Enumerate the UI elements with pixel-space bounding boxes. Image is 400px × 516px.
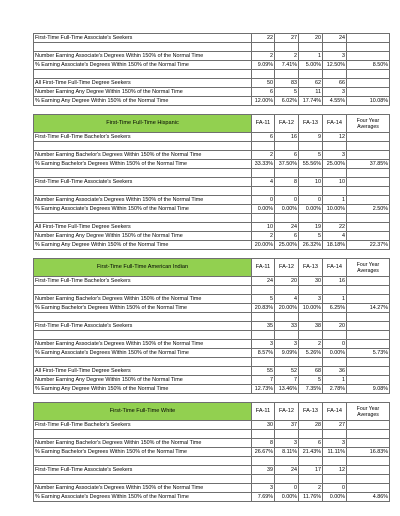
cell-fa11: 55 <box>252 367 275 376</box>
table-row <box>34 493 390 502</box>
row-label: Number Earning Bachelor's Degrees Within 150% of the Normal Time <box>34 295 252 304</box>
cell-fa13: 10 <box>299 178 323 187</box>
cell-average: 9.08% <box>347 385 390 394</box>
cell-fa14: 11.11% <box>323 448 347 457</box>
cell-fa14: 12.50% <box>323 61 347 70</box>
cell-fa14: 25.00% <box>323 160 347 169</box>
column-header-fa14: FA-14 <box>323 115 347 133</box>
table-row <box>34 232 390 241</box>
spacer-row <box>34 394 390 403</box>
cell-fa11: 6 <box>252 88 275 97</box>
row-label: % Earning Associate's Degrees Within 150% of the Normal Time <box>34 493 252 502</box>
cell-fa11: 30 <box>252 421 275 430</box>
cell-fa12: 37.50% <box>275 160 299 169</box>
cell-average: 22.37% <box>347 241 390 250</box>
row-label: Number Earning Any Degree Within 150% of the Normal Time <box>34 88 252 97</box>
table-row <box>34 448 390 457</box>
cell-fa13: 3 <box>299 295 323 304</box>
cell-average: 2.50% <box>347 205 390 214</box>
column-header-average: Four Year Averages <box>347 259 390 277</box>
column-header-fa13: FA-13 <box>299 115 323 133</box>
table-row <box>34 466 390 475</box>
cell-average: 37.85% <box>347 160 390 169</box>
cell-fa14: 3 <box>323 88 347 97</box>
cell-average <box>347 223 390 232</box>
row-label: First-Time Full-Time Associate's Seekers <box>34 322 252 331</box>
cell-fa11: 7.69% <box>252 493 275 502</box>
cell-fa12: 0.00% <box>275 205 299 214</box>
cell-fa14: 2.78% <box>323 385 347 394</box>
spacer-row <box>34 142 390 151</box>
cell-average <box>347 421 390 430</box>
table-row <box>34 277 390 286</box>
cell-fa11: 8.57% <box>252 349 275 358</box>
section-header-american-indian <box>34 259 390 277</box>
cell-fa13: 19 <box>299 223 323 232</box>
cell-fa13: 11.76% <box>299 493 323 502</box>
cell-fa11: 33.33% <box>252 160 275 169</box>
cell-average <box>347 466 390 475</box>
column-header-fa14: FA-14 <box>323 403 347 421</box>
table-row <box>34 439 390 448</box>
row-label: First-Time Full-Time Associate's Seekers <box>34 34 252 43</box>
cell-fa13: 17.74% <box>299 97 323 106</box>
row-label: % Earning Bachelor's Degrees Within 150% of the Normal Time <box>34 160 252 169</box>
cell-fa12: 6.02% <box>275 97 299 106</box>
cell-fa13: 0.00% <box>299 205 323 214</box>
column-header-fa12: FA-12 <box>275 115 299 133</box>
cell-fa14: 18.18% <box>323 241 347 250</box>
cell-fa12: 7.41% <box>275 61 299 70</box>
cell-fa12: 16 <box>275 133 299 142</box>
cell-fa13: 5.00% <box>299 61 323 70</box>
cell-fa11: 35 <box>252 322 275 331</box>
cell-fa13: 26.32% <box>299 241 323 250</box>
table-row <box>34 367 390 376</box>
cell-fa11: 39 <box>252 466 275 475</box>
cell-average <box>347 178 390 187</box>
row-label: First-Time Full-Time Bachelor's Seekers <box>34 277 252 286</box>
cell-fa13: 7.35% <box>299 385 323 394</box>
table-row <box>34 52 390 61</box>
cell-fa14: 22 <box>323 223 347 232</box>
spacer-row <box>34 313 390 322</box>
cell-fa14: 3 <box>323 52 347 61</box>
cell-fa11: 22 <box>252 34 275 43</box>
table-row <box>34 484 390 493</box>
cell-fa12: 37 <box>275 421 299 430</box>
cell-fa14: 12 <box>323 466 347 475</box>
table-row <box>34 421 390 430</box>
cell-average <box>347 196 390 205</box>
table-row <box>34 322 390 331</box>
section-header-white <box>34 403 390 421</box>
table-row <box>34 178 390 187</box>
table-row <box>34 304 390 313</box>
cell-fa13: 20 <box>299 34 323 43</box>
cell-fa14: 1 <box>323 376 347 385</box>
cell-average <box>347 88 390 97</box>
cell-fa11: 4 <box>252 178 275 187</box>
cell-fa13: 55.56% <box>299 160 323 169</box>
cell-fa14: 1 <box>323 196 347 205</box>
row-label: % Earning Bachelor's Degrees Within 150% of the Normal Time <box>34 304 252 313</box>
cell-fa11: 6 <box>252 133 275 142</box>
cell-average <box>347 439 390 448</box>
cell-fa13: 2 <box>299 340 323 349</box>
cell-fa12: 27 <box>275 34 299 43</box>
cell-fa13: 6 <box>299 439 323 448</box>
cell-fa14: 6.25% <box>323 304 347 313</box>
spacer-row <box>34 331 390 340</box>
spacer-row <box>34 70 390 79</box>
row-label: % Earning Any Degree Within 150% of the Normal Time <box>34 97 252 106</box>
row-label: Number Earning Any Degree Within 150% of the Normal Time <box>34 232 252 241</box>
spacer-row <box>34 475 390 484</box>
cell-average: 8.50% <box>347 61 390 70</box>
cell-average: 4.86% <box>347 493 390 502</box>
table-row <box>34 88 390 97</box>
table-row <box>34 79 390 88</box>
cell-fa11: 2 <box>252 52 275 61</box>
table-row <box>34 349 390 358</box>
cell-fa14: 27 <box>323 421 347 430</box>
row-label: Number Earning Associate's Degrees Within 150% of the Normal Time <box>34 52 252 61</box>
cell-fa12: 4 <box>275 295 299 304</box>
cell-fa14: 0.00% <box>323 493 347 502</box>
cell-average: 16.83% <box>347 448 390 457</box>
column-header-average: Four Year Averages <box>347 403 390 421</box>
table-row <box>34 376 390 385</box>
cell-fa13: 2 <box>299 484 323 493</box>
column-header-fa11: FA-11 <box>252 259 275 277</box>
cell-fa12: 52 <box>275 367 299 376</box>
cell-fa11: 50 <box>252 79 275 88</box>
cell-fa13: 0 <box>299 196 323 205</box>
cell-fa11: 12.00% <box>252 97 275 106</box>
column-header-fa12: FA-12 <box>275 403 299 421</box>
cell-fa12: 33 <box>275 322 299 331</box>
column-header-fa11: FA-11 <box>252 115 275 133</box>
cell-fa12: 24 <box>275 223 299 232</box>
cell-fa13: 28 <box>299 421 323 430</box>
table-row <box>34 61 390 70</box>
cell-fa12: 8 <box>275 178 299 187</box>
cell-average <box>347 79 390 88</box>
cell-fa13: 5.26% <box>299 349 323 358</box>
cell-fa12: 8.11% <box>275 448 299 457</box>
row-label: % Earning Bachelor's Degrees Within 150% of the Normal Time <box>34 448 252 457</box>
cell-average: 10.08% <box>347 97 390 106</box>
cell-fa11: 12.73% <box>252 385 275 394</box>
cell-fa13: 68 <box>299 367 323 376</box>
row-label: Number Earning Bachelor's Degrees Within 150% of the Normal Time <box>34 439 252 448</box>
cell-fa12: 0 <box>275 484 299 493</box>
cell-fa12: 13.46% <box>275 385 299 394</box>
cell-fa14: 36 <box>323 367 347 376</box>
cell-fa12: 9.09% <box>275 349 299 358</box>
row-label: Number Earning Associate's Degrees Within 150% of the Normal Time <box>34 196 252 205</box>
cell-average <box>347 34 390 43</box>
cell-fa11: 3 <box>252 484 275 493</box>
cell-fa14: 0 <box>323 340 347 349</box>
cell-fa13: 62 <box>299 79 323 88</box>
cell-fa12: 5 <box>275 88 299 97</box>
cell-fa12: 3 <box>275 340 299 349</box>
row-label: % Earning Associate's Degrees Within 150% of the Normal Time <box>34 61 252 70</box>
cell-fa11: 20.00% <box>252 241 275 250</box>
cell-average <box>347 133 390 142</box>
column-header-fa13: FA-13 <box>299 403 323 421</box>
spacer-row <box>34 169 390 178</box>
cell-fa13: 17 <box>299 466 323 475</box>
section-title: First-Time Full-Time American Indian <box>34 259 252 277</box>
row-label: First-Time Full-Time Associate's Seekers <box>34 178 252 187</box>
cell-fa14: 10 <box>323 178 347 187</box>
column-header-fa12: FA-12 <box>275 259 299 277</box>
row-label: % Earning Any Degree Within 150% of the Normal Time <box>34 385 252 394</box>
cell-average <box>347 52 390 61</box>
cell-fa11: 10 <box>252 223 275 232</box>
cell-fa12: 0 <box>275 196 299 205</box>
cell-fa14: 3 <box>323 439 347 448</box>
cell-fa13: 10.00% <box>299 304 323 313</box>
cell-fa11: 26.67% <box>252 448 275 457</box>
section-title: First-Time Full-Time Hispanic <box>34 115 252 133</box>
cell-fa11: 7 <box>252 376 275 385</box>
cell-fa12: 83 <box>275 79 299 88</box>
row-label: % Earning Associate's Degrees Within 150% of the Normal Time <box>34 205 252 214</box>
row-label: First-Time Full-Time Bachelor's Seekers <box>34 133 252 142</box>
column-header-fa13: FA-13 <box>299 259 323 277</box>
row-label: Number Earning Bachelor's Degrees Within 150% of the Normal Time <box>34 151 252 160</box>
graduation-rate-table <box>33 33 390 502</box>
row-label: % Earning Any Degree Within 150% of the Normal Time <box>34 241 252 250</box>
cell-average <box>347 232 390 241</box>
cell-fa11: 0.00% <box>252 205 275 214</box>
cell-average: 14.27% <box>347 304 390 313</box>
table-row <box>34 160 390 169</box>
table-row <box>34 133 390 142</box>
column-header-average: Four Year Averages <box>347 115 390 133</box>
spacer-row <box>34 250 390 259</box>
cell-fa11: 2 <box>252 151 275 160</box>
spacer-row <box>34 457 390 466</box>
cell-fa11: 9.09% <box>252 61 275 70</box>
spacer-row <box>34 286 390 295</box>
cell-fa14: 0.00% <box>323 349 347 358</box>
cell-average <box>347 484 390 493</box>
cell-fa11: 24 <box>252 277 275 286</box>
cell-fa12: 25.00% <box>275 241 299 250</box>
cell-fa12: 3 <box>275 439 299 448</box>
cell-fa14: 3 <box>323 151 347 160</box>
cell-fa14: 10.00% <box>323 205 347 214</box>
table-row <box>34 97 390 106</box>
row-label: First-Time Full-Time Bachelor's Seekers <box>34 421 252 430</box>
spacer-row <box>34 43 390 52</box>
cell-fa11: 0 <box>252 196 275 205</box>
row-label: All First-Time Full-Time Degree Seekers <box>34 223 252 232</box>
cell-fa13: 11 <box>299 88 323 97</box>
cell-average <box>347 322 390 331</box>
table-row <box>34 385 390 394</box>
cell-fa11: 3 <box>252 340 275 349</box>
cell-average <box>347 367 390 376</box>
row-label: All First-Time Full-Time Degree Seekers <box>34 367 252 376</box>
cell-average: 5.73% <box>347 349 390 358</box>
spacer-row <box>34 106 390 115</box>
cell-fa11: 2 <box>252 232 275 241</box>
cell-fa14: 4 <box>323 232 347 241</box>
cell-average <box>347 295 390 304</box>
section-title: First-Time Full-Time White <box>34 403 252 421</box>
table-row <box>34 340 390 349</box>
cell-average <box>347 277 390 286</box>
cell-fa14: 12 <box>323 133 347 142</box>
table-row <box>34 205 390 214</box>
cell-fa14: 24 <box>323 34 347 43</box>
table-row <box>34 295 390 304</box>
table-row <box>34 34 390 43</box>
cell-fa14: 4.55% <box>323 97 347 106</box>
section-header-hispanic <box>34 115 390 133</box>
cell-fa14: 66 <box>323 79 347 88</box>
cell-fa13: 5 <box>299 151 323 160</box>
cell-fa13: 9 <box>299 133 323 142</box>
cell-fa11: 8 <box>252 439 275 448</box>
cell-fa12: 0.00% <box>275 493 299 502</box>
cell-fa12: 20 <box>275 277 299 286</box>
table-row <box>34 223 390 232</box>
row-label: Number Earning Associate's Degrees Within 150% of the Normal Time <box>34 340 252 349</box>
row-label: All First-Time Full-Time Degree Seekers <box>34 79 252 88</box>
table-row <box>34 151 390 160</box>
row-label: First-Time Full-Time Associate's Seekers <box>34 466 252 475</box>
cell-fa12: 6 <box>275 151 299 160</box>
table-row <box>34 196 390 205</box>
table-row <box>34 241 390 250</box>
row-label: Number Earning Any Degree Within 150% of the Normal Time <box>34 376 252 385</box>
spacer-row <box>34 358 390 367</box>
cell-average <box>347 340 390 349</box>
cell-fa12: 24 <box>275 466 299 475</box>
cell-fa12: 20.00% <box>275 304 299 313</box>
cell-fa12: 2 <box>275 52 299 61</box>
cell-fa13: 21.43% <box>299 448 323 457</box>
cell-fa12: 7 <box>275 376 299 385</box>
row-label: % Earning Associate's Degrees Within 150% of the Normal Time <box>34 349 252 358</box>
cell-fa14: 20 <box>323 322 347 331</box>
spacer-row <box>34 214 390 223</box>
cell-fa13: 1 <box>299 52 323 61</box>
cell-fa12: 6 <box>275 232 299 241</box>
cell-fa14: 16 <box>323 277 347 286</box>
spacer-row <box>34 430 390 439</box>
spacer-row <box>34 187 390 196</box>
column-header-fa11: FA-11 <box>252 403 275 421</box>
cell-average <box>347 376 390 385</box>
cell-fa13: 38 <box>299 322 323 331</box>
cell-fa11: 5 <box>252 295 275 304</box>
cell-fa13: 5 <box>299 232 323 241</box>
row-label: Number Earning Associate's Degrees Within 150% of the Normal Time <box>34 484 252 493</box>
column-header-fa14: FA-14 <box>323 259 347 277</box>
cell-fa14: 0 <box>323 484 347 493</box>
cell-fa13: 5 <box>299 376 323 385</box>
cell-average <box>347 151 390 160</box>
cell-fa11: 20.83% <box>252 304 275 313</box>
cell-fa13: 30 <box>299 277 323 286</box>
cell-fa14: 1 <box>323 295 347 304</box>
